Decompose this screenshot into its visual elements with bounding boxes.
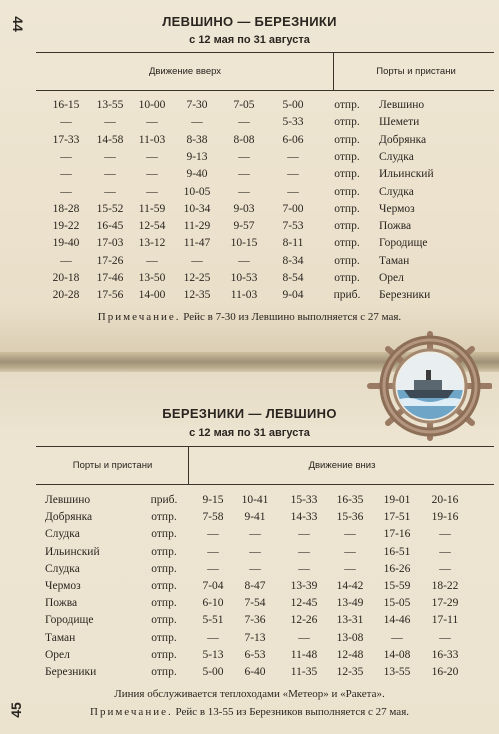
stop-type-cell: отпр. [334, 237, 360, 250]
port-name-cell: Орел [45, 648, 70, 661]
time-cell: 7-00 [282, 202, 304, 215]
time-cell: 5-33 [282, 116, 304, 129]
top-header-ports: Порты и пристани [376, 66, 456, 77]
time-cell: 7-53 [282, 220, 304, 233]
time-cell: — [104, 185, 116, 198]
time-cell: 8-47 [244, 580, 266, 592]
time-cell: 10-53 [230, 272, 258, 284]
time-cell: 19-16 [431, 511, 459, 524]
time-cell: 5-13 [202, 648, 224, 661]
table-row [0, 528, 499, 546]
time-cell: — [344, 545, 356, 558]
time-cell: 13-39 [290, 580, 318, 592]
table-row [0, 546, 499, 564]
time-cell: — [146, 168, 158, 181]
page-number-top: 44 [9, 16, 26, 32]
top-title: ЛЕВШИНО — БЕРЕЗНИКИ [162, 14, 337, 29]
table-row [0, 563, 499, 581]
top-note-text: Рейс в 7-30 из Левшино выполняется с 27 мая. [183, 311, 402, 323]
time-cell: — [344, 562, 356, 575]
stop-type-cell: отпр. [151, 545, 177, 558]
time-cell: 11-35 [290, 666, 318, 678]
time-cell: 10-00 [138, 99, 166, 111]
port-name-cell: Ильинский [379, 168, 434, 181]
time-cell: — [238, 150, 250, 163]
time-cell: — [207, 562, 219, 575]
time-cell: 6-53 [244, 648, 266, 661]
time-cell: — [298, 528, 310, 541]
time-cell: — [391, 631, 403, 644]
port-name-cell: Березники [379, 289, 431, 302]
table-row [0, 151, 499, 169]
port-name-cell: Шемети [379, 116, 420, 129]
table-row [0, 99, 499, 117]
time-cell: 8-34 [282, 254, 304, 267]
time-cell: 13-08 [336, 631, 364, 644]
top-note-label: Примечание. [97, 311, 181, 323]
time-cell: — [439, 545, 451, 558]
time-cell: — [287, 168, 299, 181]
time-cell: 20-16 [431, 494, 459, 506]
bottom-header-ports: Порты и пристани [72, 460, 153, 471]
time-cell: 10-15 [230, 237, 258, 250]
stop-type-cell: отпр. [151, 648, 177, 661]
time-cell: 11-59 [138, 202, 166, 215]
port-name-cell: Левшино [45, 494, 91, 506]
time-cell: — [287, 150, 299, 163]
time-cell: 5-00 [202, 666, 224, 678]
time-cell: — [238, 185, 250, 198]
time-cell: 17-16 [383, 528, 411, 541]
time-cell: 17-26 [96, 254, 124, 267]
time-cell: — [238, 254, 250, 267]
time-cell: 7-54 [244, 597, 266, 610]
bottom-title: БЕРЕЗНИКИ — ЛЕВШИНО [162, 406, 337, 421]
bottom-note-text: Рейс в 13-55 из Березников выполняется с 27 мая. [175, 706, 409, 718]
table-row [0, 289, 499, 307]
time-cell: 13-55 [96, 99, 124, 111]
stop-type-cell: приб. [333, 289, 361, 302]
top-note [0, 311, 499, 323]
time-cell: 16-26 [383, 562, 411, 575]
time-cell: 15-33 [290, 494, 318, 506]
time-cell: 16-33 [431, 648, 459, 661]
table-row [0, 511, 499, 529]
time-cell: 14-46 [383, 614, 411, 627]
time-cell: 5-00 [282, 99, 304, 111]
bottom-header-rule-bottom [36, 484, 494, 485]
time-cell: — [60, 185, 72, 198]
stop-type-cell: приб. [150, 494, 178, 506]
time-cell: 17-11 [431, 614, 459, 627]
stop-type-cell: отпр. [334, 254, 360, 267]
time-cell: 15-59 [383, 580, 411, 592]
table-row [0, 186, 499, 204]
table-row [0, 116, 499, 134]
time-cell: 7-04 [202, 580, 224, 592]
time-cell: 11-47 [183, 237, 211, 250]
time-cell: — [104, 150, 116, 163]
port-name-cell: Чермоз [45, 580, 81, 592]
time-cell: 9-04 [282, 289, 304, 302]
port-name-cell: Чермоз [379, 202, 415, 215]
bottom-note [0, 706, 499, 718]
time-cell: 18-28 [52, 202, 80, 215]
time-cell: 8-38 [186, 133, 208, 146]
time-cell: 9-13 [186, 150, 208, 163]
time-cell: 19-01 [383, 494, 411, 506]
port-name-cell: Слудка [45, 528, 80, 541]
time-cell: — [298, 631, 310, 644]
time-cell: 6-40 [244, 666, 266, 678]
time-cell: — [60, 150, 72, 163]
time-cell: — [191, 116, 203, 129]
time-cell: 13-50 [138, 272, 166, 284]
port-name-cell: Левшино [379, 99, 425, 111]
bottom-header-times: Движение вниз [308, 460, 376, 471]
time-cell: — [146, 254, 158, 267]
port-name-cell: Городище [379, 237, 428, 250]
time-cell: — [298, 545, 310, 558]
time-cell: — [207, 545, 219, 558]
table-row [0, 255, 499, 273]
port-name-cell: Слудка [379, 150, 414, 163]
time-cell: 14-58 [96, 133, 124, 146]
ship-wheel-emblem-icon [362, 330, 492, 442]
time-cell: 17-33 [52, 133, 80, 146]
time-cell: 10-34 [183, 202, 211, 215]
time-cell: 5-51 [202, 614, 224, 627]
time-cell: 12-26 [290, 614, 318, 627]
time-cell: 17-29 [431, 597, 459, 610]
port-name-cell: Таман [379, 254, 410, 267]
stop-type-cell: отпр. [334, 272, 360, 284]
time-cell: 17-46 [96, 272, 124, 284]
time-cell: — [60, 168, 72, 181]
time-cell: 8-54 [282, 272, 304, 284]
time-cell: 11-03 [230, 289, 258, 302]
time-cell: 11-48 [290, 648, 318, 661]
time-cell: — [104, 116, 116, 129]
port-name-cell: Таман [45, 631, 76, 644]
time-cell: 7-58 [202, 511, 224, 524]
time-cell: — [249, 528, 261, 541]
bottom-header-divider [188, 446, 189, 484]
stop-type-cell: отпр. [151, 580, 177, 592]
time-cell: 17-56 [96, 289, 124, 302]
stop-type-cell: отпр. [334, 168, 360, 181]
table-row [0, 666, 499, 684]
time-cell: — [249, 562, 261, 575]
time-cell: 13-12 [138, 237, 166, 250]
time-cell: 13-31 [336, 614, 364, 627]
time-cell: 10-05 [183, 185, 211, 198]
time-cell: 14-08 [383, 648, 411, 661]
time-cell: 12-54 [138, 220, 166, 233]
port-name-cell: Городище [45, 614, 94, 627]
bottom-header-rule-top [36, 446, 494, 447]
time-cell: 16-15 [52, 99, 80, 111]
time-cell: — [287, 185, 299, 198]
stop-type-cell: отпр. [334, 185, 360, 198]
time-cell: 12-48 [336, 648, 364, 661]
port-name-cell: Березники [45, 666, 97, 678]
time-cell: 14-00 [138, 289, 166, 302]
table-row [0, 203, 499, 221]
table-row [0, 237, 499, 255]
table-row [0, 134, 499, 152]
time-cell: 20-18 [52, 272, 80, 284]
time-cell: 8-08 [233, 133, 255, 146]
time-cell: — [439, 562, 451, 575]
time-cell: 15-52 [96, 202, 124, 215]
time-cell: 11-29 [183, 220, 211, 233]
stop-type-cell: отпр. [334, 220, 360, 233]
time-cell: — [344, 528, 356, 541]
time-cell: — [249, 545, 261, 558]
table-row [0, 649, 499, 667]
page-number-bottom: 45 [7, 702, 24, 718]
table-row [0, 494, 499, 512]
service-note: Линия обслуживается теплоходами «Метеор» и «Ракета». [114, 688, 385, 700]
bottom-note-label: Примечание. [90, 706, 173, 718]
time-cell: 7-05 [233, 99, 255, 111]
time-cell: — [238, 116, 250, 129]
time-cell: 12-35 [183, 289, 211, 302]
time-cell: 6-10 [202, 597, 224, 610]
port-name-cell: Слудка [45, 562, 80, 575]
bottom-subtitle: с 12 мая по 31 августа [189, 427, 310, 439]
time-cell: 17-03 [96, 237, 124, 250]
time-cell: 10-41 [241, 494, 269, 506]
port-name-cell: Пожва [379, 220, 412, 233]
time-cell: — [104, 168, 116, 181]
time-cell: — [207, 528, 219, 541]
time-cell: 7-36 [244, 614, 266, 627]
time-cell: 15-05 [383, 597, 411, 610]
time-cell: 16-51 [383, 545, 411, 558]
port-name-cell: Орел [379, 272, 404, 284]
time-cell: — [298, 562, 310, 575]
stop-type-cell: отпр. [151, 511, 177, 524]
stop-type-cell: отпр. [334, 150, 360, 163]
time-cell: 13-55 [383, 666, 411, 678]
time-cell: 9-57 [233, 220, 255, 233]
stop-type-cell: отпр. [334, 133, 360, 146]
time-cell: 13-49 [336, 597, 364, 610]
stop-type-cell: отпр. [151, 597, 177, 610]
table-row [0, 580, 499, 598]
stop-type-cell: отпр. [151, 562, 177, 575]
stop-type-cell: отпр. [151, 631, 177, 644]
time-cell: 19-22 [52, 220, 80, 233]
time-cell: 9-40 [186, 168, 208, 181]
time-cell: 7-13 [244, 631, 266, 644]
time-cell: 14-42 [336, 580, 364, 592]
top-header-times: Движение вверх [148, 66, 222, 77]
time-cell: 12-25 [183, 272, 211, 284]
time-cell: — [60, 254, 72, 267]
time-cell: 16-20 [431, 666, 459, 678]
table-row [0, 272, 499, 290]
time-cell: 7-30 [186, 99, 208, 111]
top-header-rule-top [36, 52, 494, 53]
time-cell: 8-11 [282, 237, 304, 250]
time-cell: 9-41 [244, 511, 266, 524]
table-row [0, 597, 499, 615]
time-cell: 14-33 [290, 511, 318, 524]
time-cell: — [207, 631, 219, 644]
time-cell: 17-51 [383, 511, 411, 524]
port-name-cell: Добрянка [45, 511, 93, 524]
time-cell: 20-28 [52, 289, 80, 302]
time-cell: — [146, 116, 158, 129]
top-subtitle: с 12 мая по 31 августа [189, 34, 310, 46]
time-cell: — [439, 528, 451, 541]
table-row [0, 220, 499, 238]
stop-type-cell: отпр. [151, 666, 177, 678]
stop-type-cell: отпр. [334, 116, 360, 129]
time-cell: — [191, 254, 203, 267]
time-cell: 16-45 [96, 220, 124, 233]
table-row [0, 614, 499, 632]
stop-type-cell: отпр. [151, 614, 177, 627]
time-cell: 6-06 [282, 133, 304, 146]
top-header-divider [333, 52, 334, 90]
stop-type-cell: отпр. [334, 202, 360, 215]
time-cell: 12-35 [336, 666, 364, 678]
port-name-cell: Ильинский [45, 545, 100, 558]
time-cell: 19-40 [52, 237, 80, 250]
table-row [0, 168, 499, 186]
time-cell: — [146, 185, 158, 198]
table-row [0, 632, 499, 650]
port-name-cell: Добрянка [379, 133, 427, 146]
port-name-cell: Пожва [45, 597, 78, 610]
port-name-cell: Слудка [379, 185, 414, 198]
time-cell: — [439, 631, 451, 644]
time-cell: 9-15 [202, 494, 224, 506]
time-cell: 15-36 [336, 511, 364, 524]
stop-type-cell: отпр. [151, 528, 177, 541]
time-cell: 16-35 [336, 494, 364, 506]
time-cell: — [146, 150, 158, 163]
time-cell: 12-45 [290, 597, 318, 610]
time-cell: — [60, 116, 72, 129]
top-header-rule-bottom [36, 90, 494, 91]
stop-type-cell: отпр. [334, 99, 360, 111]
time-cell: 18-22 [431, 580, 459, 592]
time-cell: 9-03 [233, 202, 255, 215]
time-cell: — [238, 168, 250, 181]
time-cell: 11-03 [138, 133, 166, 146]
